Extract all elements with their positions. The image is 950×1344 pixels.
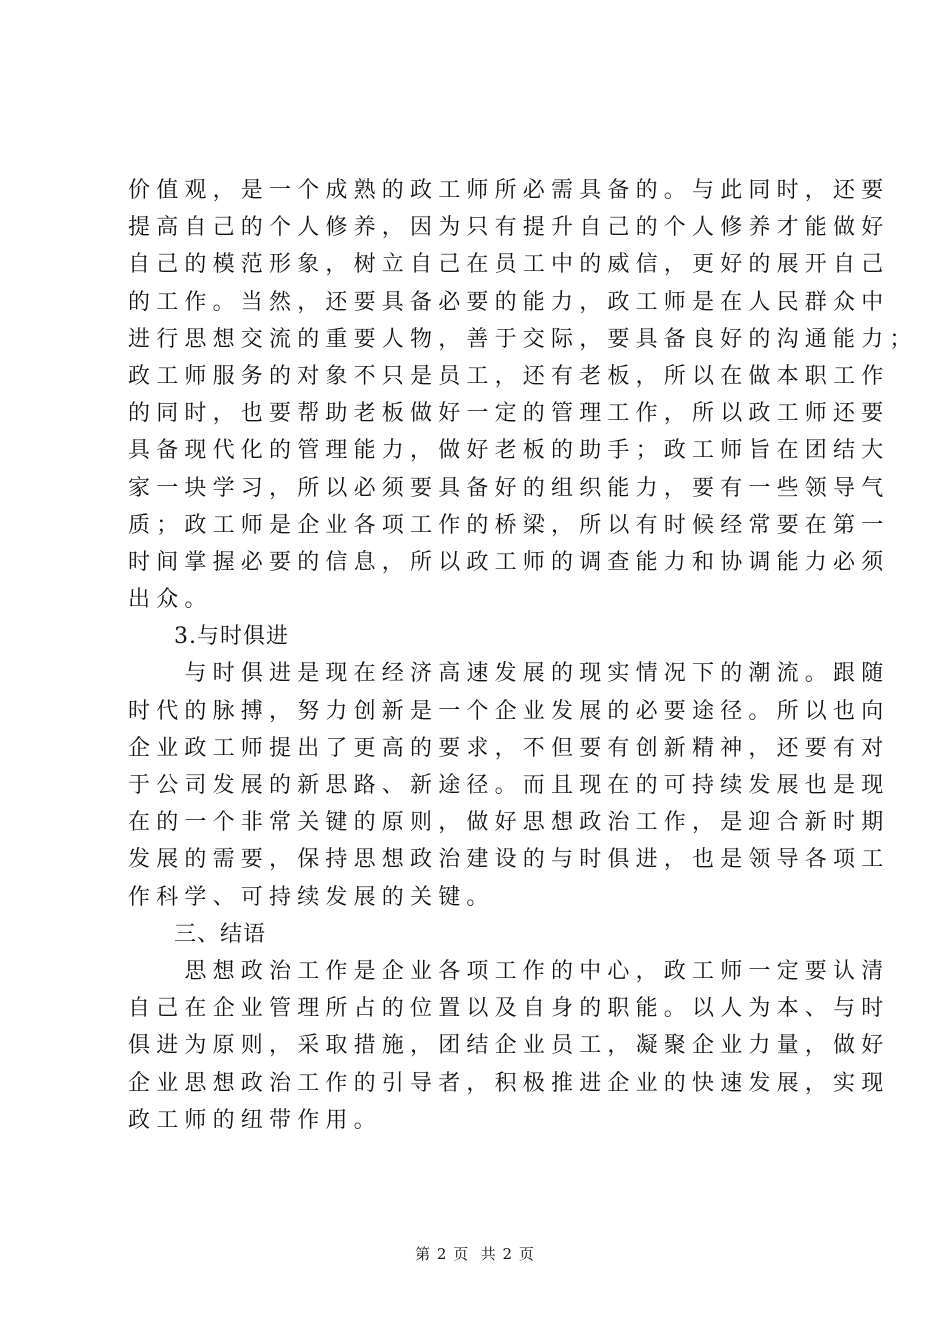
text-line: 于公司发展的新思路、新途径。而且现在的可持续发展也是现 bbox=[128, 773, 890, 798]
text-line: 质；政工师是企业各项工作的桥梁，所以有时候经常要在第一 bbox=[128, 512, 890, 538]
text-line: 提高自己的个人修养，因为只有提升自己的个人修养才能做好 bbox=[128, 215, 890, 241]
body-text bbox=[128, 172, 918, 1139]
page-footer bbox=[0, 1244, 950, 1264]
text-line: 家一块学习，所以必须要具备好的组织能力，要有一些领导气 bbox=[128, 475, 890, 501]
text-line: 出众。 bbox=[128, 587, 213, 613]
text-line: 思想政治工作是企业各项工作的中心，政工师一定要认清 bbox=[128, 958, 890, 984]
text-line: 企业思想政治工作的引导者，积极推进企业的快速发展，实现 bbox=[128, 1070, 890, 1096]
text-line: 自己在企业管理所占的位置以及自身的职能。以人为本、与时 bbox=[128, 996, 890, 1022]
text-line: 发展的需要，保持思想政治建设的与时俱进，也是领导各项工 bbox=[128, 847, 890, 873]
text-line: 企业政工师提出了更高的要求，不但要有创新精神，还要有对 bbox=[128, 735, 890, 761]
text-line: 进行思想交流的重要人物，善于交际，要具备良好的沟通能力； bbox=[128, 326, 918, 352]
text-line: 的同时，也要帮助老板做好一定的管理工作，所以政工师还要 bbox=[128, 401, 890, 427]
text-line: 自己的模范形象，树立自己在员工中的威信，更好的展开自己 bbox=[128, 252, 890, 278]
text-line: 俱进为原则，采取措施，团结企业员工，凝聚企业力量，做好 bbox=[128, 1033, 890, 1059]
text-line: 作科学、可持续发展的关键。 bbox=[128, 884, 495, 910]
section-heading: 3.与时俱进 bbox=[128, 624, 289, 650]
text-line: 与时俱进是现在经济高速发展的现实情况下的潮流。跟随 bbox=[128, 661, 890, 687]
text-line: 具备现代化的管理能力，做好老板的助手；政工师旨在团结大 bbox=[128, 438, 890, 464]
text-line: 在的一个非常关键的原则，做好思想政治工作，是迎合新时期 bbox=[128, 810, 890, 836]
text-line: 时代的脉搏，努力创新是一个企业发展的必要途径。所以也向 bbox=[128, 698, 890, 724]
text-line: 的工作。当然，还要具备必要的能力，政工师是在人民群众中 bbox=[128, 289, 890, 315]
section-heading: 三、结语 bbox=[128, 921, 267, 947]
page-number: 第 2 页 共 2 页 bbox=[415, 1245, 535, 1263]
text-line: 价值观，是一个成熟的政工师所必需具备的。与此同时，还要 bbox=[128, 178, 890, 203]
text-line: 政工师的纽带作用。 bbox=[128, 1107, 382, 1133]
text-line: 政工师服务的对象不只是员工，还有老板，所以在做本职工作 bbox=[128, 363, 890, 389]
text-line: 时间掌握必要的信息，所以政工师的调查能力和协调能力必须 bbox=[128, 549, 890, 575]
